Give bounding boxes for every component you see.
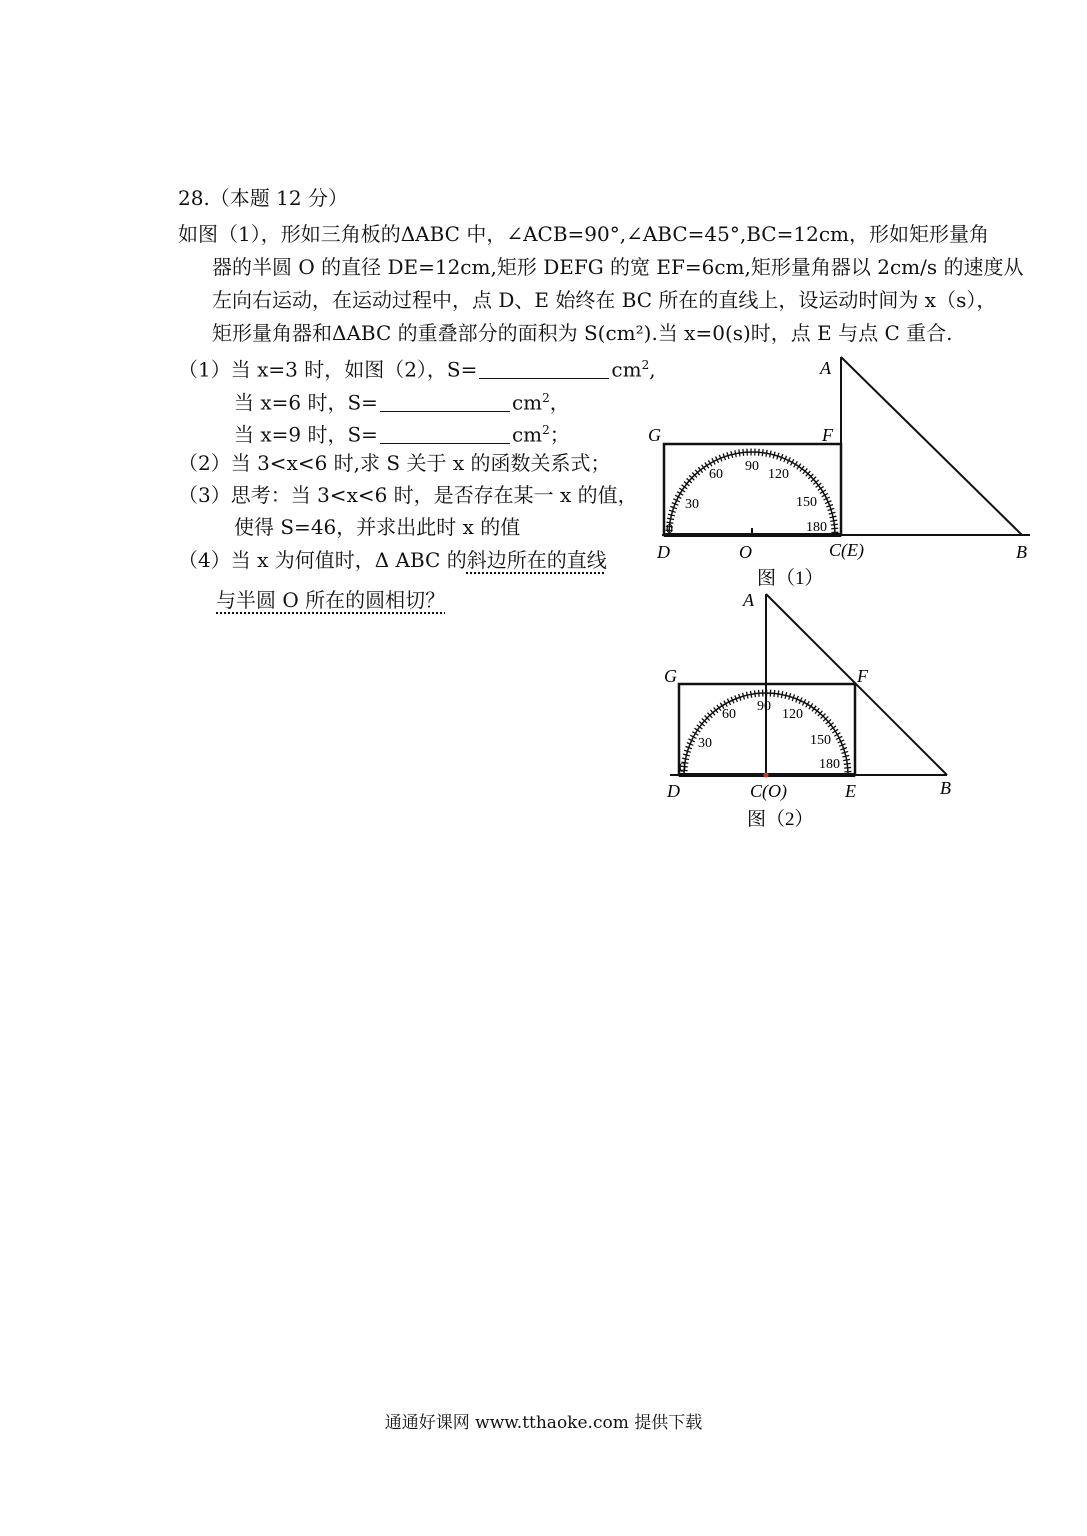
label-a: A — [820, 358, 831, 378]
stem-line-3: 左向右运动，在运动过程中，点 D、E 始终在 BC 所在的直线上，设运动时间为 x（s）， — [212, 288, 997, 312]
tick-label-90: 90 — [757, 699, 771, 714]
stem-line-4: 矩形量角器和ΔABC 的重叠部分的面积为 S(cm²).当 x=0(s)时，点 E 与点 C 重合. — [212, 321, 953, 345]
comma: , — [649, 357, 656, 382]
semicolon: ； — [549, 422, 570, 447]
tick-label-150: 150 — [810, 733, 831, 748]
label-d: D — [667, 781, 680, 801]
label-f: F — [822, 425, 833, 445]
label-f: F — [857, 666, 868, 686]
unit-sup: 2 — [641, 358, 650, 372]
tick-label-0: 0 — [666, 522, 673, 537]
question-1c — [234, 416, 570, 449]
label-o: O — [739, 542, 752, 562]
question-1a-text: （1）当 x=3 时，如图（2），S= — [178, 357, 478, 382]
question-1c-text: 当 x=9 时，S= — [234, 422, 378, 447]
label-a: A — [743, 590, 754, 610]
tick-label-30: 30 — [698, 736, 712, 751]
unit-sup: 2 — [542, 423, 550, 437]
tick-label-90: 90 — [745, 459, 759, 474]
tick-label-60: 60 — [709, 467, 723, 482]
question-4-text: （4）当 x 为何值时，Δ ABC 的 — [178, 548, 467, 572]
answer-blank-1c[interactable] — [380, 423, 510, 444]
comma: ， — [549, 390, 570, 415]
unit-label: cm — [511, 390, 543, 415]
label-ce: C(E) — [829, 540, 864, 560]
stem-line-2: 器的半圆 O 的直径 DE=12cm,矩形 DEFG 的宽 EF=6cm,矩形量角器以 2cm/s 的速度从 — [212, 255, 1024, 279]
label-g: G — [664, 666, 677, 686]
tick-label-60: 60 — [722, 707, 736, 722]
figure-1-caption: 图（1） — [757, 568, 824, 589]
footer-credit: 通通好课网 www.tthaoke.com 提供下载 — [384, 1413, 703, 1433]
question-3-line-1: （3）思考：当 3<x<6 时，是否存在某一 x 的值， — [178, 483, 638, 507]
tick-label-120: 120 — [782, 707, 803, 722]
question-4-line-1 — [178, 546, 607, 574]
question-1a — [178, 351, 656, 384]
answer-blank-1b[interactable] — [380, 391, 510, 412]
figure-2-caption: 图（2） — [747, 809, 814, 830]
unit-sup: 2 — [542, 391, 550, 405]
unit-label: cm — [611, 357, 642, 382]
figure-2 — [650, 585, 965, 835]
label-e: E — [845, 781, 856, 801]
problem-heading: 28.（本题 12 分） — [178, 186, 348, 210]
unit-label: cm — [511, 422, 543, 447]
answer-blank-1a[interactable] — [479, 358, 609, 379]
question-2: （2）当 3<x<6 时,求 S 关于 x 的函数关系式； — [178, 451, 611, 475]
question-1b — [234, 384, 570, 417]
tick-label-0: 0 — [679, 761, 686, 776]
stem-line-1: 如图（1），形如三角板的ΔABC 中，∠ACB=90°,∠ABC=45°,BC=12cm，形如矩形量角 — [178, 222, 989, 246]
tick-label-180: 180 — [819, 757, 840, 772]
tick-label-120: 120 — [768, 467, 789, 482]
figure-1 — [640, 350, 1040, 595]
center-point — [764, 773, 769, 778]
emphasis-hypotenuse: 斜边所在的直线 — [466, 548, 607, 572]
tick-label-30: 30 — [685, 497, 699, 512]
question-4-line-2: 与半圆 O 所在的圆相切？ — [216, 588, 446, 612]
tick-label-180: 180 — [806, 520, 827, 535]
tick-label-150: 150 — [796, 495, 817, 510]
label-d: D — [657, 542, 670, 562]
label-b: B — [1016, 542, 1027, 562]
question-3-line-2: 使得 S=46，并求出此时 x 的值 — [234, 515, 521, 539]
label-g: G — [648, 425, 661, 445]
label-b: B — [940, 778, 951, 798]
question-1b-text: 当 x=6 时，S= — [234, 390, 378, 415]
label-co: C(O) — [750, 781, 787, 801]
triangle-abc — [662, 357, 1030, 535]
